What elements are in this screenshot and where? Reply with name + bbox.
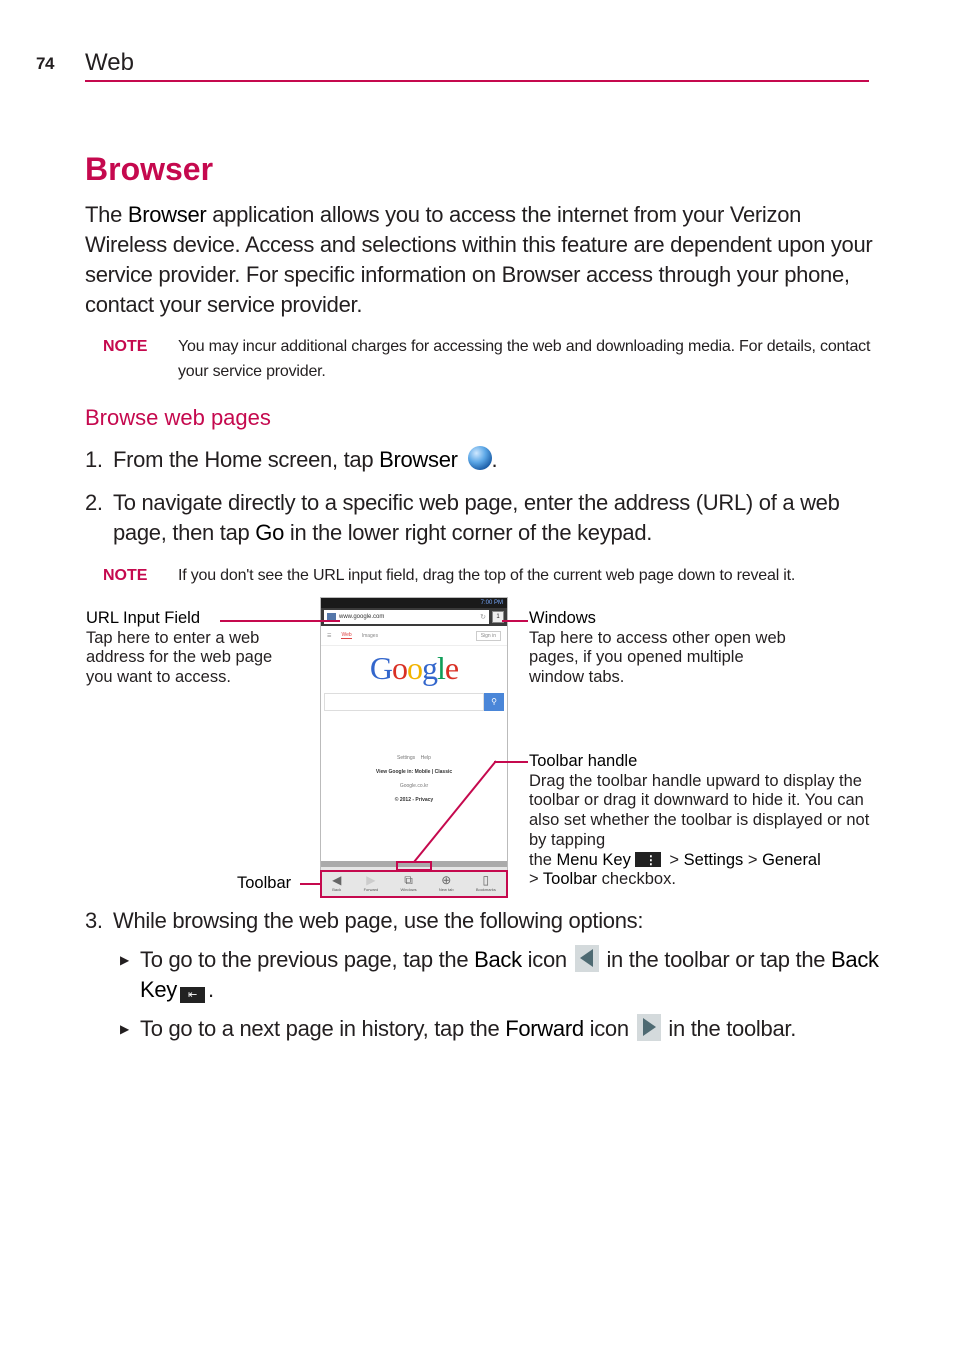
step-text: While browsing the web page, use the following options: [113, 908, 644, 933]
path-the: the [529, 850, 557, 869]
url-text: www.google.com [339, 614, 385, 620]
bullet-pre: To go to the previous page, tap the [140, 947, 475, 972]
step-number: 1. [85, 447, 103, 472]
page-number: 74 [36, 54, 54, 73]
toolbar-label: Bookmarks [475, 887, 496, 892]
callout-path [529, 851, 874, 871]
step-2-post: in the lower right corner of the keypad. [284, 520, 653, 545]
bullet-keyword-2: Back Key [140, 947, 879, 1002]
path-end: checkbox. [597, 870, 676, 889]
step-number: 3. [85, 908, 103, 933]
windows-callout-line [502, 620, 528, 622]
bullet-mid: icon [583, 1016, 635, 1041]
toolbar-label: Back [332, 887, 342, 892]
section-header: Web [85, 49, 134, 76]
new-tab-icon: ⊕ [441, 873, 452, 887]
url-bar [321, 608, 507, 626]
callout-desc: Tap here to enter a web address for the web page you want to access. [86, 628, 273, 687]
bookmark-icon: ▯ [482, 873, 490, 887]
step-2-keyword: Go [255, 520, 285, 545]
callout-title: Toolbar [237, 874, 292, 892]
settings-link[interactable]: Settings [397, 755, 416, 761]
path-toolbar: Toolbar [542, 870, 598, 889]
callout-title: Windows [529, 609, 596, 627]
path-menu-key: Menu Key [556, 850, 631, 869]
search-input[interactable] [324, 693, 484, 711]
toolbar-label: New tab [438, 887, 454, 892]
nav-tab-images[interactable]: Images [361, 632, 379, 639]
back-key-icon: ⇤ [180, 987, 205, 1003]
google-logo: Google [369, 650, 459, 686]
browser-globe-icon [468, 446, 492, 470]
bullet-post: in the toolbar. [662, 1016, 797, 1041]
note-charges [103, 334, 873, 384]
handle-callout-line-diag [410, 760, 500, 864]
note-text: You may incur additional charges for accessing the web and downloading media. For details, contact your service provider. [178, 338, 871, 380]
note-label: NOTE [103, 567, 148, 584]
bullet-arrow-icon: ▶ [120, 1022, 129, 1036]
domain-link[interactable]: Google.co.kr [399, 783, 429, 789]
callout-title: Toolbar handle [529, 752, 638, 770]
url-input-field[interactable] [324, 610, 489, 624]
callout-toolbar-handle [529, 752, 874, 890]
callout-title: URL Input Field [86, 609, 201, 627]
toolbar-highlight [320, 870, 508, 898]
bullet-back [120, 945, 880, 1005]
back-arrow-icon: ◀ [332, 873, 342, 887]
step-1-post: . [491, 447, 498, 472]
menu-key-icon [635, 852, 661, 867]
back-arrow-icon [575, 945, 599, 972]
bullet-keyword: Back [474, 947, 522, 972]
callout-desc: Tap here to access other open web pages, if you opened multiple window tabs. [529, 628, 786, 687]
intro-text-rest: application allows you to access the internet from your Verizon Wireless device. Access and selections within this feature are dependent upon your service provider. For specific information on Browser access through your phone, contact your service provider. [85, 202, 873, 317]
intro-text: The [85, 202, 128, 227]
step-text [113, 488, 875, 548]
step-text [113, 445, 875, 475]
bullet-mid: icon [521, 947, 573, 972]
note-label: NOTE [103, 338, 148, 355]
status-bar [321, 598, 507, 608]
copyright: © 2012 - Privacy [394, 797, 434, 803]
intro-paragraph [85, 200, 875, 320]
toolbar-callout-line [300, 883, 320, 885]
callout-url-field [86, 609, 301, 688]
refresh-icon[interactable]: ↻ [480, 614, 486, 621]
callout-path-2 [529, 870, 874, 890]
windows-button[interactable]: 1 [492, 611, 504, 623]
step-1-pre: From the Home screen, tap [113, 447, 380, 472]
bullet-keyword: Forward [505, 1016, 584, 1041]
path-sep: > [743, 850, 763, 869]
status-time: 7:00 PM [480, 600, 503, 606]
bullet-forward [120, 1014, 880, 1044]
menu-icon[interactable]: ☰ [327, 632, 332, 639]
callout-toolbar [237, 874, 291, 894]
bullet-post: in the toolbar or tap the [600, 947, 832, 972]
google-nav [321, 626, 507, 646]
step-2-pre: To navigate directly to a specific web page, enter the address (URL) of a web page, then tap [113, 490, 840, 545]
path-settings: Settings [683, 850, 744, 869]
note-url-field [103, 563, 873, 588]
callout-windows [529, 609, 789, 688]
google-search [324, 693, 504, 711]
windows-icon: ⧉ [404, 873, 413, 887]
forward-arrow-icon [637, 1014, 661, 1041]
page-title: Browser [85, 151, 214, 187]
path-sep: > [664, 850, 684, 869]
bullet-arrow-icon: ▶ [120, 953, 129, 967]
note-text: If you don't see the URL input field, drag the top of the current web page down to reveal it. [178, 567, 796, 584]
bullet-end: . [208, 977, 214, 1002]
sign-in-button[interactable]: Sign in [476, 631, 501, 641]
nav-tab-web[interactable]: Web [341, 632, 352, 638]
path-sep: > [529, 870, 543, 889]
search-button[interactable]: ⚲ [484, 693, 504, 711]
callout-desc: Drag the toolbar handle upward to display the toolbar or drag it downward to hide it. You can also set whether the toolbar is displayed or not by tapping [529, 771, 870, 849]
header-divider [85, 80, 869, 82]
step-1 [85, 445, 875, 475]
step-number: 2. [85, 490, 103, 515]
bullet-text [140, 945, 880, 1005]
step-3 [85, 906, 875, 936]
view-mode-line: View Google in: Mobile | Classic [375, 769, 453, 775]
toolbar-label: Windows [400, 887, 417, 892]
toolbar-label: Forward [363, 887, 379, 892]
forward-arrow-icon: ▶ [366, 873, 376, 887]
help-link[interactable]: Help [420, 755, 431, 761]
bullet-pre: To go to a next page in history, tap the [140, 1016, 506, 1041]
step-2 [85, 488, 875, 548]
bullet-text [140, 1014, 880, 1044]
intro-keyword: Browser [127, 202, 207, 227]
subheading: Browse web pages [85, 405, 271, 430]
step-1-keyword: Browser [379, 447, 458, 472]
path-general: General [762, 850, 821, 869]
